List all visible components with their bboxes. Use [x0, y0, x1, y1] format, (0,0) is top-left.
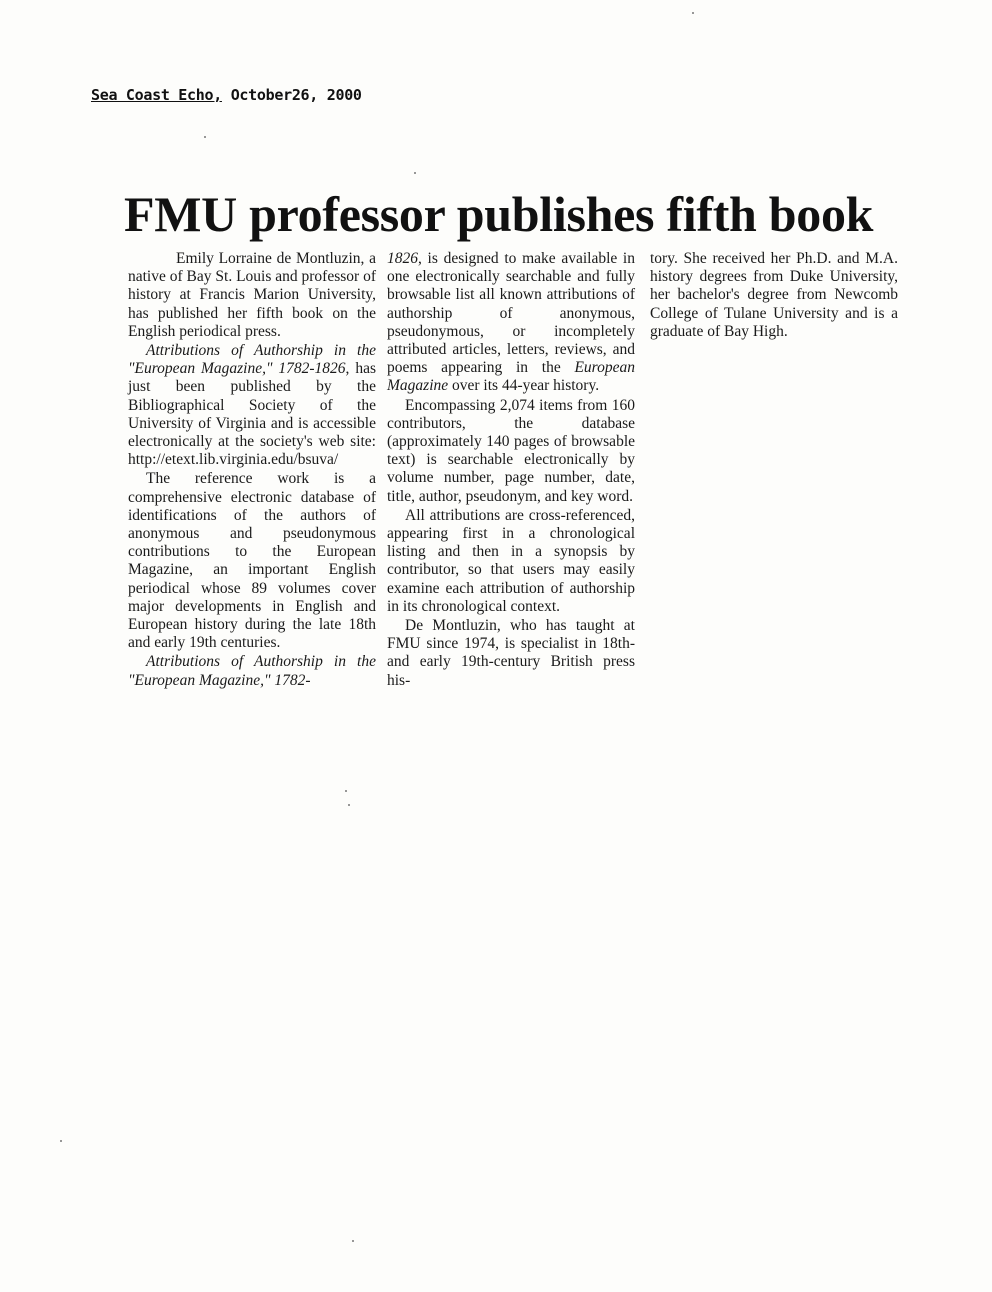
scan-speck	[345, 790, 347, 792]
source-line	[91, 86, 362, 104]
paragraph-design-start	[128, 653, 376, 689]
scan-speck	[414, 172, 416, 174]
scan-speck	[352, 1240, 354, 1242]
source-paper-name: Sea Coast Echo,	[91, 86, 222, 104]
website-url: http://etext.lib.virginia.edu/bsuva/	[128, 451, 339, 469]
publication-text: , has just been published by the Bibliographical Society of the University of Virginia and is accessible electronically at the society's web site:	[128, 360, 376, 451]
article-headline: FMU professor publishes fifth book	[124, 186, 874, 242]
scan-speck	[60, 1140, 62, 1142]
book-title: Attributions of Authorship in the "European Magazine," 1782-1826	[128, 342, 376, 378]
paragraph-description: The reference work is a comprehensive electronic database of identifications of the authors of anonymous and pseudonymous contributions to the European Magazine, an important English periodical whose 89 volumes cover major developments in English and European history during the late 18th and early 19th centuries.	[128, 470, 376, 652]
paragraph-design-continued	[387, 250, 635, 396]
book-title-repeat: Attributions of Authorship in the "European Magazine," 1782-	[128, 653, 376, 689]
scan-speck	[692, 12, 694, 14]
scan-speck	[348, 804, 350, 806]
paragraph-intro: Emily Lorraine de Montluzin, a native of Bay St. Louis and professor of history at Francis Marion University, has published her fifth book on the English periodical press.	[128, 250, 376, 340]
design-text-end: over its 44-year history.	[448, 377, 600, 395]
article-column-3	[650, 250, 898, 341]
scan-speck	[204, 136, 206, 138]
paragraph-biography: De Montluzin, who has taught at FMU since 1974, is specialist in 18th- and early 19th-century British press his-	[387, 617, 635, 689]
article-column-1	[128, 250, 376, 690]
paragraph-biography-continued: tory. She received her Ph.D. and M.A. history degrees from Duke University, her bachelor's degree from Newcomb College of Tulane University and is a graduate of Bay High.	[650, 250, 898, 340]
source-date: October26, 2000	[230, 86, 362, 104]
paragraph-attributions: All attributions are cross-referenced, appearing first in a chronological listing and then in a synopsis by contributor, so that users may easily examine each attribution of authorship in its chronological context.	[387, 506, 635, 615]
article-column-2	[387, 250, 635, 690]
magazine-name: European Magazine	[387, 359, 635, 395]
paragraph-publication	[128, 342, 376, 469]
design-text: , is designed to make available in one electronically searchable and fully browsable list all known attributions of authorship of anonymous, pseudonymous, or incompletely attributed articles, letters, reviews, and poems appearing in the	[387, 250, 635, 377]
paragraph-database: Encompassing 2,074 items from 160 contributors, the database (approximately 140 pages of browsable text) is searchable electronically by volume number, page number, date, title, author, pseudonym, and key word.	[387, 396, 635, 505]
book-title-year-end: 1826	[387, 250, 418, 267]
